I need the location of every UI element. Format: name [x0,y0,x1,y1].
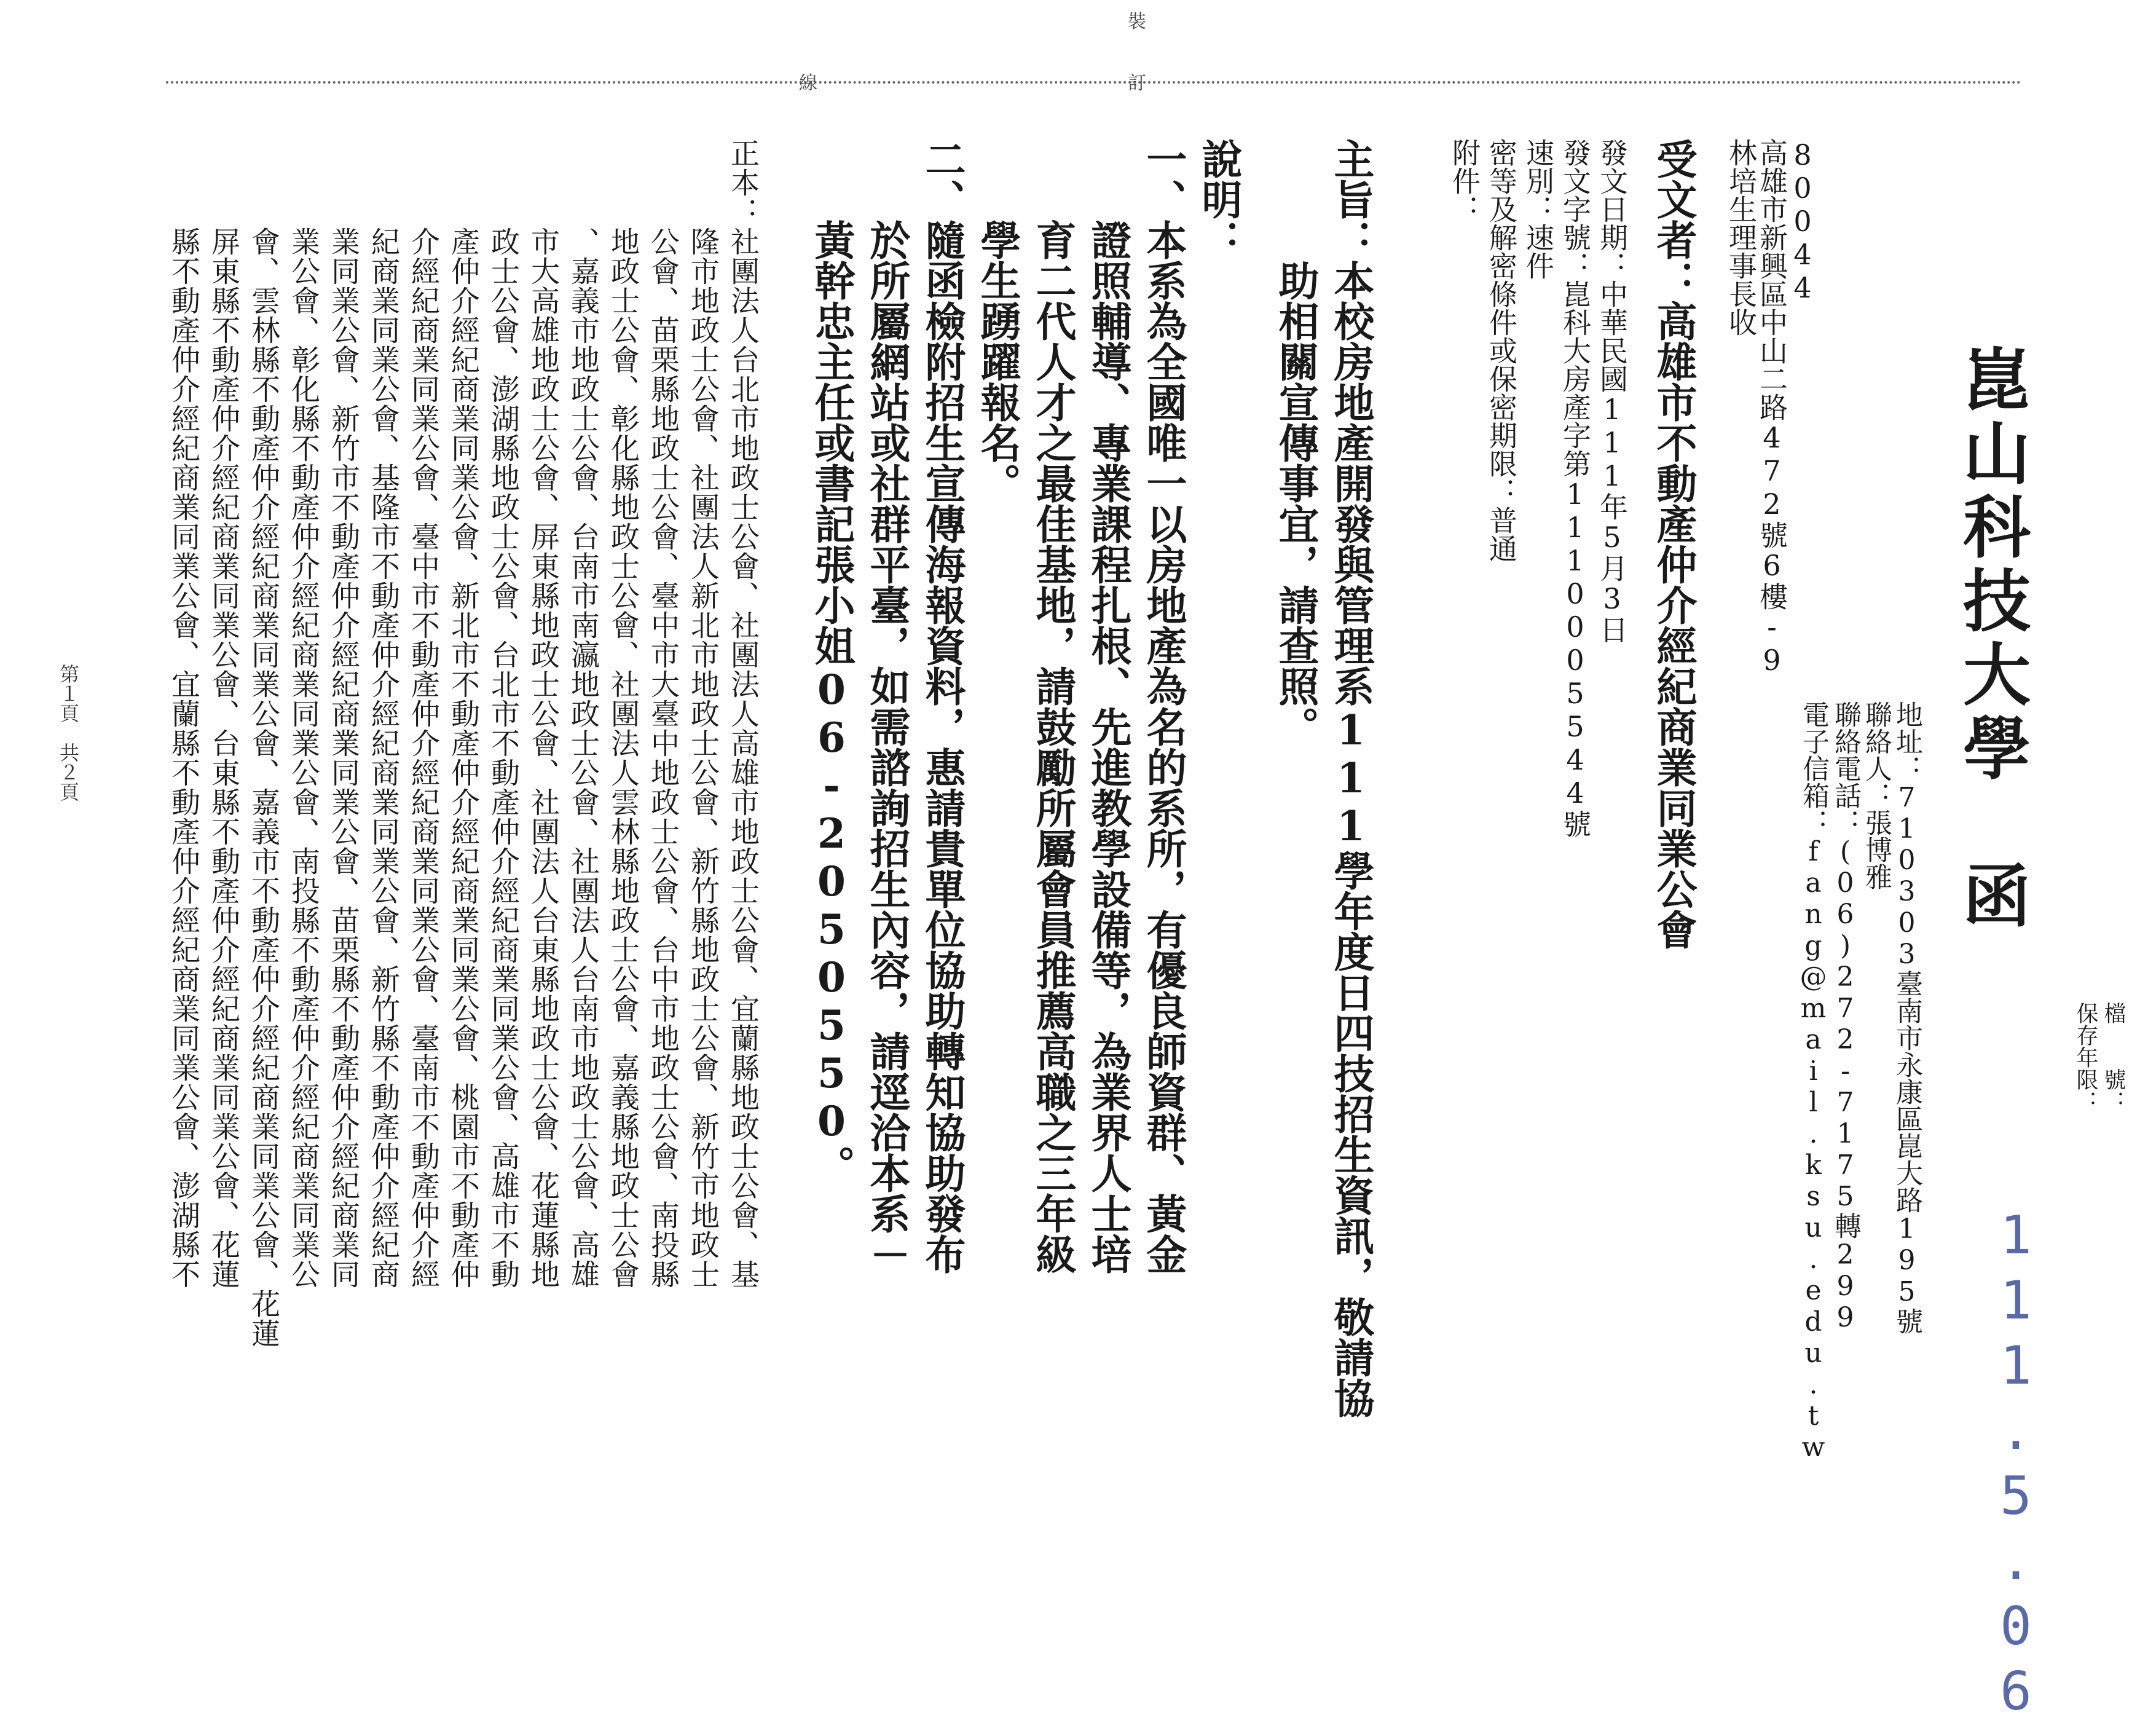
document-number: 發文字號：崑科大房產字第1110005544號 [1559,138,1592,838]
cc-line-6: 市大高雄地政士公會、屏東縣地政士公會、社團法人台東縣地政士公會、花蓮縣地 [526,138,560,1289]
cc-line-11: 業同業公會、新竹市不動產仲介經紀商業同業公會、苗栗縣不動產仲介經紀商業同 [326,138,360,1289]
sender-address: 地址：710303臺南市永康區崑大路195號 [1891,701,1922,1334]
binding-line [166,81,2022,84]
cc-line-1: 正本：社團法人台北市地政士公會、社團法人高雄市地政士公會、宜蘭縣地政士公會、基 [726,138,760,1289]
cc-line-3: 公會、苗栗縣地政士公會、臺中市大臺中地政士公會、台中市地政士公會、南投縣 [646,138,680,1289]
cc-line-15: 縣不動產仲介經紀商業同業公會、宜蘭縣不動產仲介經紀商業同業公會、澎湖縣不 [167,138,200,1289]
explanation-item-2-line-2: 於所屬網站或社群平臺，如需諮詢招生內容，請逕洽本系－ [863,138,911,1274]
secrecy-level: 密等及解密條件或保密期限：普通 [1485,138,1518,562]
binding-char-xian: 線 [799,73,817,94]
speed-class: 速別：速件 [1522,138,1555,280]
binding-char-ding: 訂 [1128,73,1146,94]
letter-title: 崑山科技大學 函 [1952,344,2031,934]
cc-line-4: 地政士公會、彰化縣地政士公會、社團法人雲林縣地政士公會、嘉義縣地政士公會 [606,138,640,1289]
file-number-label: 檔 號： [2101,1002,2126,1113]
cc-line-9: 介經紀商業同業公會、臺中市不動產仲介經紀商業同業公會、臺南市不動產仲介經 [406,138,440,1289]
recipient-address: 高雄市新興區中山二路472號6樓-9 [1755,138,1788,677]
recipient-line: 受文者：高雄市不動產仲介經紀商業同業公會 [1650,138,1698,950]
explanation-item-2-line-1: 二、隨函檢附招生宣傳海報資料，惠請貴單位協助轉知協助發布 [918,138,966,1274]
cc-line-8: 產仲介經紀商業同業公會、新北市不動產仲介經紀商業同業公會、桃園市不動產仲 [446,138,480,1289]
cc-line-2: 隆市地政士公會、社團法人新北市地政士公會、新竹縣地政士公會、新竹市地政士 [686,138,720,1289]
cc-line-14: 屏東縣不動產仲介經紀商業同業公會、台東縣不動產仲介經紀商業同業公會、花蓮 [207,138,240,1289]
cc-line-12: 業公會、彰化縣不動產仲介經紀商業同業公會、南投縣不動產仲介經紀商業同業公 [286,138,320,1289]
contact-person: 聯絡人：張博雅 [1860,701,1892,890]
postal-code: 80044 [1786,138,1819,304]
explanation-item-1-line-2: 證照輔導、專業課程扎根、先進教學設備等，為業界人士培 [1084,138,1132,1274]
explanation-heading: 說明： [1195,138,1243,260]
binding-char-zhuang: 裝 [1128,11,1146,33]
received-date-stamp: 111.5.06 [1985,1205,2047,1726]
cc-line-13: 會、雲林縣不動產仲介經紀商業同業公會、嘉義市不動產仲介經紀商業同業公會、花蓮 [246,138,280,1348]
retention-label: 保存年限： [2073,1002,2098,1113]
contact-phone: 聯絡電話：(06)272-7175轉299 [1830,701,1861,1333]
issue-date: 發文日期：中華民國111年5月3日 [1595,138,1629,644]
cc-line-7: 政士公會、澎湖縣地政士公會、台北市不動產仲介經紀商業同業公會、高雄市不動 [486,138,520,1289]
recipient-name: 林培生理事長收 [1725,138,1758,336]
contact-email: 電子信箱：fang@mail.ksu.edu.tw [1798,701,1829,1463]
subject-line-2: 助相關宣傳事宜，請查照。 [1272,138,1320,747]
cc-line-5: 、嘉義市地政士公會、台南市南瀛地政士公會、社團法人台南市地政士公會、高雄 [566,138,600,1289]
page-number: 第１頁 共２頁 [57,664,80,802]
explanation-item-1-line-1: 一、本系為全國唯一以房地產為名的系所，有優良師資群、黃金 [1139,138,1187,1274]
explanation-item-1-line-4: 學生踴躍報名。 [974,138,1021,503]
explanation-item-1-line-3: 育二代人才之最佳基地，請鼓勵所屬會員推薦高職之三年級 [1029,138,1077,1274]
cc-line-10: 紀商業同業公會、基隆市不動產仲介經紀商業同業公會、新竹縣不動產仲介經紀商 [366,138,400,1289]
subject-line-1: 主旨：本校房地產開發與管理系111學年度日四技招生資訊，敬請協 [1327,138,1375,1418]
attachment-label: 附件： [1448,138,1481,223]
explanation-item-2-line-3: 黃幹忠主任或書記張小姐06-2050550。 [808,138,856,1186]
